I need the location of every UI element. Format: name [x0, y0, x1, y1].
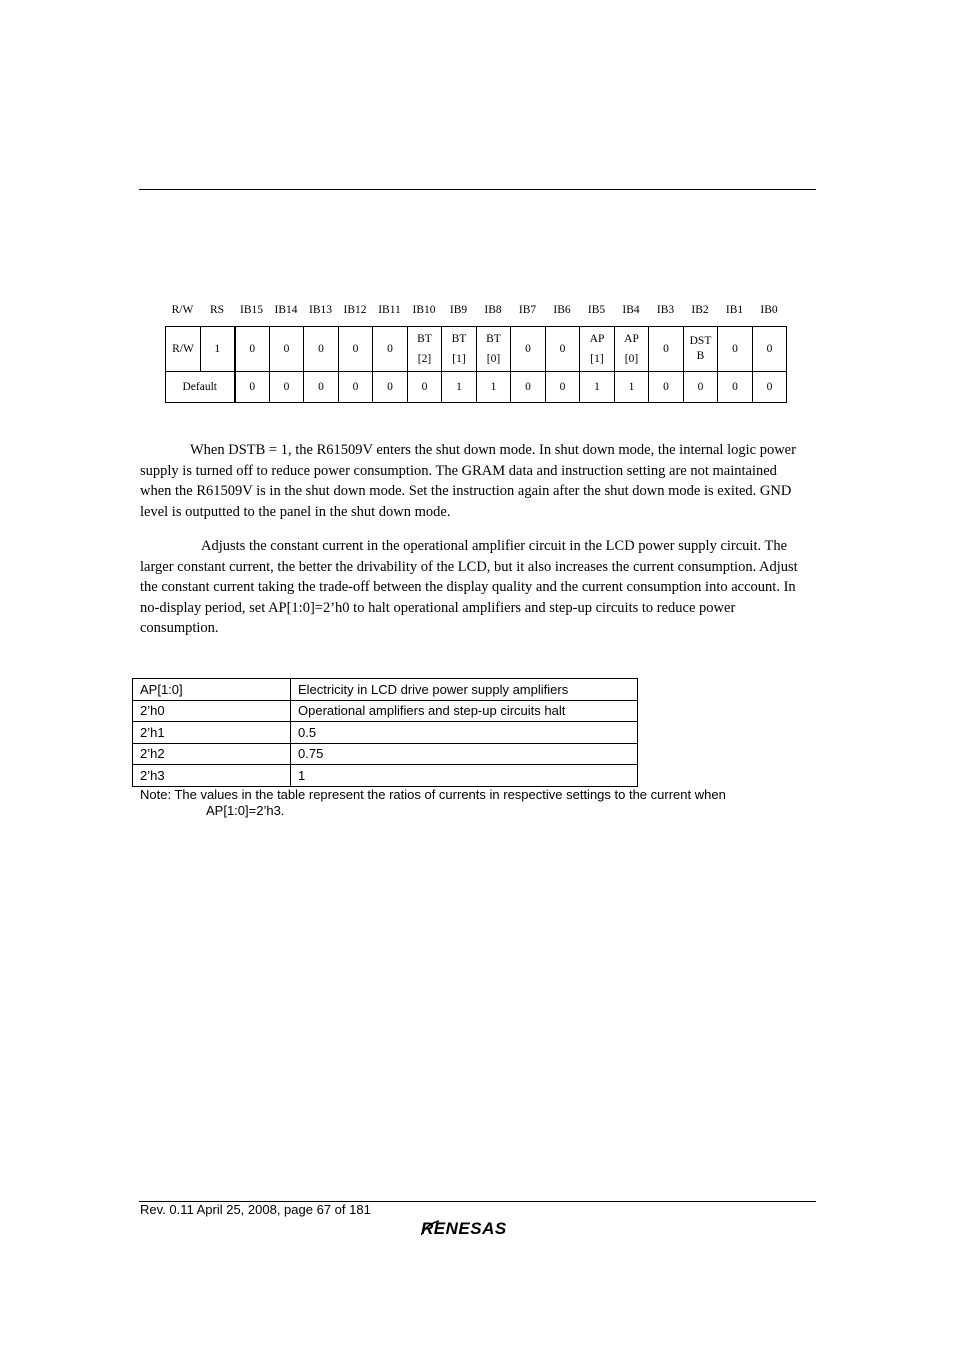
note-line-1: Note: The values in the table represent the ratios of currents in respective settings to the current when	[140, 787, 726, 802]
default-value-cell: 0	[511, 372, 546, 403]
register-header-ib11: IB11	[378, 304, 401, 316]
renesas-logo	[421, 1218, 533, 1243]
ap-value-cell: 2’h0	[133, 700, 291, 722]
register-header-ib14: IB14	[274, 304, 298, 316]
register-header-ib13: IB13	[309, 304, 332, 316]
ap-value-cell: 2’h3	[133, 765, 291, 787]
register-bit-cell: 0	[270, 327, 304, 372]
register-bit-cell: 0	[373, 327, 408, 372]
ap-table-header-cell: Electricity in LCD drive power supply amplifiers	[291, 679, 638, 701]
register-bit-label: AP	[624, 333, 639, 345]
register-header-ib12: IB12	[343, 304, 367, 316]
current-cell: 1	[291, 765, 638, 787]
ap-paragraph: Adjusts the constant current in the operational amplifier circuit in the LCD power supply circuit. The larger constant current, the better the drivability of the LCD, but it also increases the current consumption. Adjust the constant current taking the trade-off between the display quality and the current consumption into account. In no-display period, set AP[1:0]=2’h0 to halt operational amplifiers and step-up circuits to reduce power consumption.	[140, 538, 798, 636]
register-header-rw: R/W	[171, 304, 194, 316]
default-value-cell: 0	[339, 372, 373, 403]
dstb-paragraph: When DSTB = 1, the R61509V enters the shut down mode. In shut down mode, the internal logic power supply is turned off to reduce power consumption. The GRAM data and instruction setting are not maintained when the R61509V is in the shut down mode. Set the instruction again after the shut down mode is exited. GND level is outputted to the panel in the shut down mode.	[140, 442, 796, 520]
register-bit-cell: 0	[649, 327, 684, 372]
table-row	[133, 743, 638, 765]
default-value-cell: 0	[753, 372, 787, 403]
register-header-ib3: IB3	[656, 304, 675, 316]
register-header-ib2: IB2	[691, 304, 709, 316]
register-bit-cell	[684, 327, 718, 372]
register-bit-cell	[580, 327, 615, 372]
default-value-cell: 0	[270, 372, 304, 403]
default-value-cell: 0	[373, 372, 408, 403]
renesas-logo-icon	[421, 1218, 533, 1238]
register-bit-cell: 0	[753, 327, 787, 372]
register-header-ib6: IB6	[553, 304, 571, 316]
ap-value-cell: 2’h1	[133, 722, 291, 744]
top-rule	[139, 189, 816, 190]
register-header-rs: RS	[209, 304, 225, 316]
ap-table-header-cell: AP[1:0]	[133, 679, 291, 701]
svg-text:RENESAS: RENESAS	[421, 1219, 507, 1238]
register-bit-cell: 0	[511, 327, 546, 372]
default-value-cell: 0	[546, 372, 580, 403]
register-header-ib4: IB4	[622, 304, 640, 316]
register-header-ib0: IB0	[760, 304, 778, 316]
register-bit-cell	[615, 327, 649, 372]
table-note	[140, 787, 820, 819]
register-bit-label: BT	[451, 333, 467, 345]
register-bit-label: BT	[417, 333, 432, 345]
default-value-cell: 0	[408, 372, 442, 403]
ap-table-header	[133, 679, 638, 701]
ap-value-cell: 2’h2	[133, 743, 291, 765]
register-header-ib15: IB15	[240, 304, 263, 316]
default-value-cell: 0	[235, 372, 270, 403]
ap-table	[132, 678, 638, 787]
register-bit-label: [1]	[452, 353, 466, 365]
default-value-cell: 1	[477, 372, 511, 403]
register-bit-label: BT	[486, 333, 501, 345]
register-bit-label: [0]	[486, 353, 501, 365]
register-bit-cell: 0	[235, 327, 270, 372]
register-header-ib9: IB9	[449, 304, 468, 316]
register-bit-label: DST	[689, 335, 712, 347]
register-bit-cell: 1	[201, 327, 235, 372]
default-label: Default	[166, 372, 235, 403]
register-bit-label: B	[696, 350, 705, 362]
register-header-ib10: IB10	[412, 304, 436, 316]
register-bit-label: [1]	[590, 353, 604, 365]
default-value-cell: 0	[718, 372, 753, 403]
register-bit-cell: 0	[339, 327, 373, 372]
default-value-cell: 0	[649, 372, 684, 403]
register-header-ib7: IB7	[518, 304, 537, 316]
register-table	[165, 326, 787, 403]
register-bit-label: [2]	[417, 353, 432, 365]
register-header-ib8: IB8	[484, 304, 502, 316]
default-value-cell: 1	[442, 372, 477, 403]
register-bit-label: AP	[589, 333, 605, 345]
current-cell: 0.75	[291, 743, 638, 765]
register-row-defaults	[166, 372, 787, 403]
register-row-bits	[166, 327, 787, 372]
register-header-ib1: IB1	[725, 304, 744, 316]
register-bit-cell: R/W	[166, 327, 201, 372]
register-bit-label: [0]	[624, 353, 639, 365]
register-bit-cell: 0	[546, 327, 580, 372]
table-row	[133, 700, 638, 722]
default-value-cell: 1	[580, 372, 615, 403]
register-bit-cell	[477, 327, 511, 372]
footer-text: Rev. 0.11 April 25, 2008, page 67 of 181	[140, 1202, 371, 1217]
default-value-cell: 0	[684, 372, 718, 403]
current-cell: Operational amplifiers and step-up circuits halt	[291, 700, 638, 722]
register-bit-cell	[408, 327, 442, 372]
default-value-cell: 0	[304, 372, 339, 403]
register-bit-cell	[442, 327, 477, 372]
register-bit-cell: 0	[304, 327, 339, 372]
note-line-2: AP[1:0]=2’h3.	[206, 803, 285, 818]
register-bit-cell: 0	[718, 327, 753, 372]
table-row	[133, 765, 638, 787]
table-row	[133, 722, 638, 744]
current-cell: 0.5	[291, 722, 638, 744]
default-value-cell: 1	[615, 372, 649, 403]
register-header-ib5: IB5	[587, 304, 606, 316]
